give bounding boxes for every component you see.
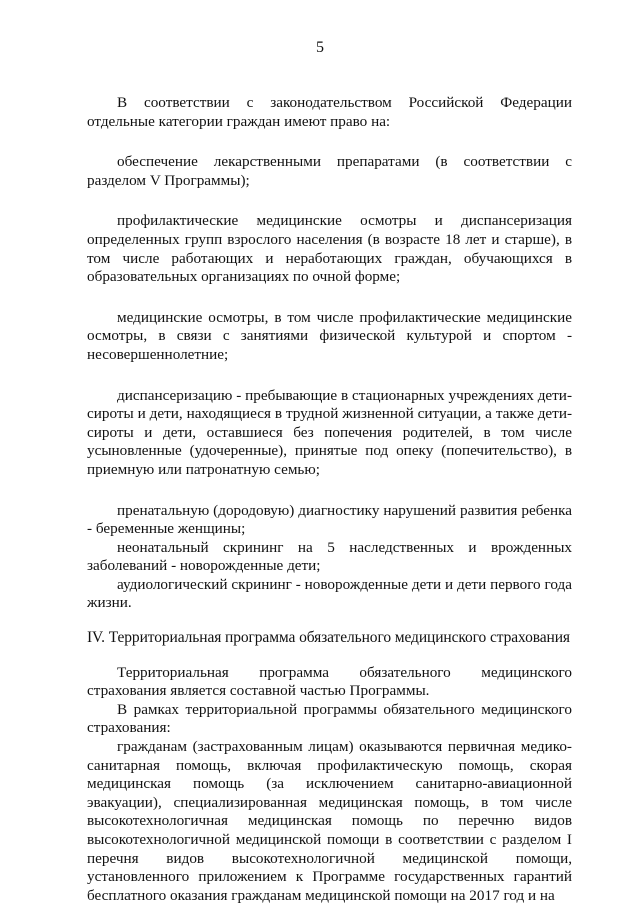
paragraph-sports-exams: медицинские осмотры, в том числе профилактические медицинские осмотры, в связи с занятиями физической культурой и спортом - несовершеннолетние; [87,308,572,363]
section-heading: IV. Территориальная программа обязательного медицинского страхования [87,629,570,647]
paragraph-rights-intro: В соответствии с законодательством Российской Федерации отдельные категории граждан имеют право на: [87,94,572,130]
paragraph-oms-part: Территориальная программа обязательного медицинского страхования является составной частью Программы. [87,663,572,700]
page-number: 5 [316,39,324,56]
paragraph-orphans-screening: диспансеризацию - пребывающие в стационарных учреждениях дети-сироты и дети, находящиеся в трудной жизненной ситуации, а также дети-сироты и дети, оставшиеся без попечения родителей, в том числе усыновленные (удочеренные), принятые под опеку (попечительство), в приемную или патронатную семью; [87,386,572,478]
paragraph-oms-services: гражданам (застрахованным лицам) оказываются первичная медико-санитарная помощь, включая профилактическую помощь, скорая медицинская помощь (за исключением санитарно-авиационной эвакуации), специализированная медицинская помощь, в том числе высокотехнологичная медицинская помощь по перечню видов высокотехнологичной медицинской помощи в соответствии с разделом I перечня видов высокотехнологичной медицинской помощи, установленного приложением к Программе государственных гарантий бесплатного оказания гражданам медицинской помощи на 2017 год и на [87,738,572,904]
paragraph-preventive-exams: профилактические медицинские осмотры и диспансеризация определенных групп взрослого населения (в возрасте 18 лет и старше), в том числе работающих и неработающих граждан, обучающихся в образовательных организациях по очной форме; [87,212,572,286]
paragraph-oms-scope: В рамках территориальной программы обязательного медицинского страхования: [87,700,572,737]
paragraph-neonatal: неонатальный скрининг на 5 наследственных и врожденных заболеваний - новорожденные дети; [87,538,572,575]
paragraph-prenatal: пренатальную (дородовую) диагностику нарушений развития ребенка - беременные женщины; [87,501,572,538]
document-body [87,94,572,905]
paragraph-audiology: аудиологический скрининг - новорожденные дети и дети первого года жизни. [87,575,572,612]
paragraph-medicines: обеспечение лекарственными препаратами (в соответствии с разделом V Программы); [87,153,572,189]
